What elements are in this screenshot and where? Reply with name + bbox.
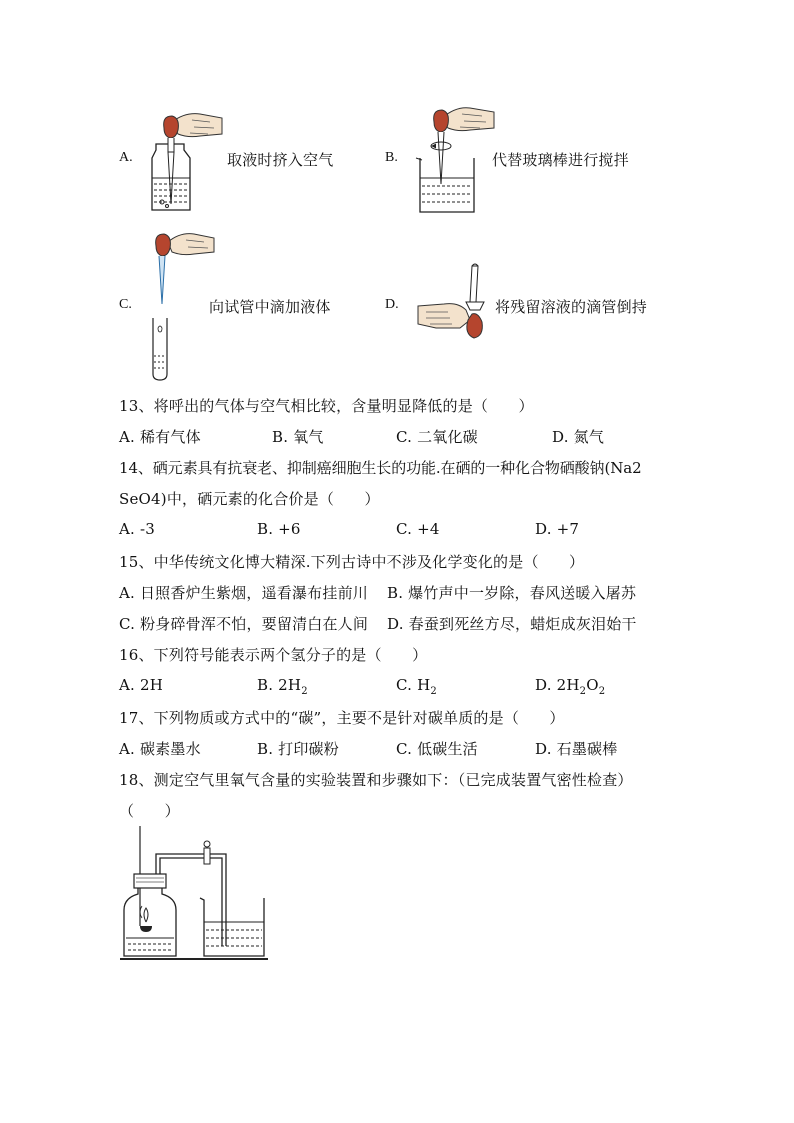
question-18-stem: 18、测定空气里氧气含量的实验装置和步骤如下：（已完成装置气密性检查） bbox=[119, 771, 633, 789]
q14-option-d: D. +7 bbox=[535, 520, 580, 538]
option-c-letter: C. bbox=[119, 297, 132, 312]
option-c-text: 向试管中滴加液体 bbox=[209, 298, 331, 316]
q14-option-b: B. +6 bbox=[257, 520, 301, 538]
question-17-stem: 17、下列物质或方式中的“碳”，主要不是针对碳单质的是（ ） bbox=[119, 709, 565, 727]
oxygen-measurement-apparatus bbox=[118, 826, 274, 966]
q16-option-a: A. 2H bbox=[119, 676, 164, 694]
dropper-bottle-illustration bbox=[140, 108, 230, 214]
q16-option-b: B. $2H_2$ bbox=[257, 676, 308, 697]
q15-option-d: D. 春蚕到死丝方尽，蜡炬成灰泪始干 bbox=[387, 615, 637, 633]
question-14-stem-line2: SeO4)中，硒元素的化合价是（ ） bbox=[119, 490, 380, 508]
option-d-letter: D. bbox=[385, 297, 399, 312]
q15-option-c: C. 粉身碎骨浑不怕，要留清白在人间 bbox=[119, 615, 369, 633]
question-13-stem: 13、将呼出的气体与空气相比较，含量明显降低的是（ ） bbox=[119, 397, 534, 415]
q15-option-b: B. 爆竹声中一岁除，春风送暖入屠苏 bbox=[387, 584, 637, 602]
q15-option-a: A. 日照香炉生紫烟，遥看瀑布挂前川 bbox=[119, 584, 368, 602]
q17-option-a: A. 碳素墨水 bbox=[119, 740, 201, 758]
q13-option-b: B. 氧气 bbox=[272, 428, 324, 446]
q14-option-c: C. +4 bbox=[396, 520, 440, 538]
q17-option-b: B. 打印碳粉 bbox=[257, 740, 339, 758]
option-a-letter: A. bbox=[119, 150, 133, 165]
q17-option-d: D. 石墨碳棒 bbox=[535, 740, 618, 758]
question-14-stem-line1: 14、硒元素具有抗衰老、抑制癌细胞生长的功能.在硒的一种化合物硒酸钠(Na2 bbox=[119, 459, 642, 477]
option-b-letter: B. bbox=[385, 150, 398, 165]
dropper-test-tube-illustration bbox=[140, 230, 220, 382]
inverted-dropper-illustration bbox=[414, 262, 494, 344]
question-15-stem: 15、中华传统文化博大精深.下列古诗中不涉及化学变化的是（ ） bbox=[119, 553, 585, 571]
q16-option-d: D. $2H_2O_2$ bbox=[535, 676, 606, 697]
q13-option-c: C. 二氧化碳 bbox=[396, 428, 478, 446]
q13-option-d: D. 氮气 bbox=[552, 428, 605, 446]
q14-option-a: A. -3 bbox=[119, 520, 155, 538]
option-d-text: 将残留溶液的滴管倒持 bbox=[495, 298, 648, 316]
option-a-text: 取液时挤入空气 bbox=[227, 151, 334, 169]
q17-option-c: C. 低碳生活 bbox=[396, 740, 478, 758]
q16-option-c: C. $H_2$ bbox=[396, 676, 437, 697]
option-b-text: 代替玻璃棒进行搅拌 bbox=[492, 151, 629, 169]
dropper-stirring-illustration bbox=[412, 104, 502, 216]
question-18-paren: （ ） bbox=[119, 802, 180, 820]
q13-option-a: A. 稀有气体 bbox=[119, 428, 201, 446]
question-16-stem: 16、下列符号能表示两个氢分子的是（ ） bbox=[119, 646, 428, 664]
